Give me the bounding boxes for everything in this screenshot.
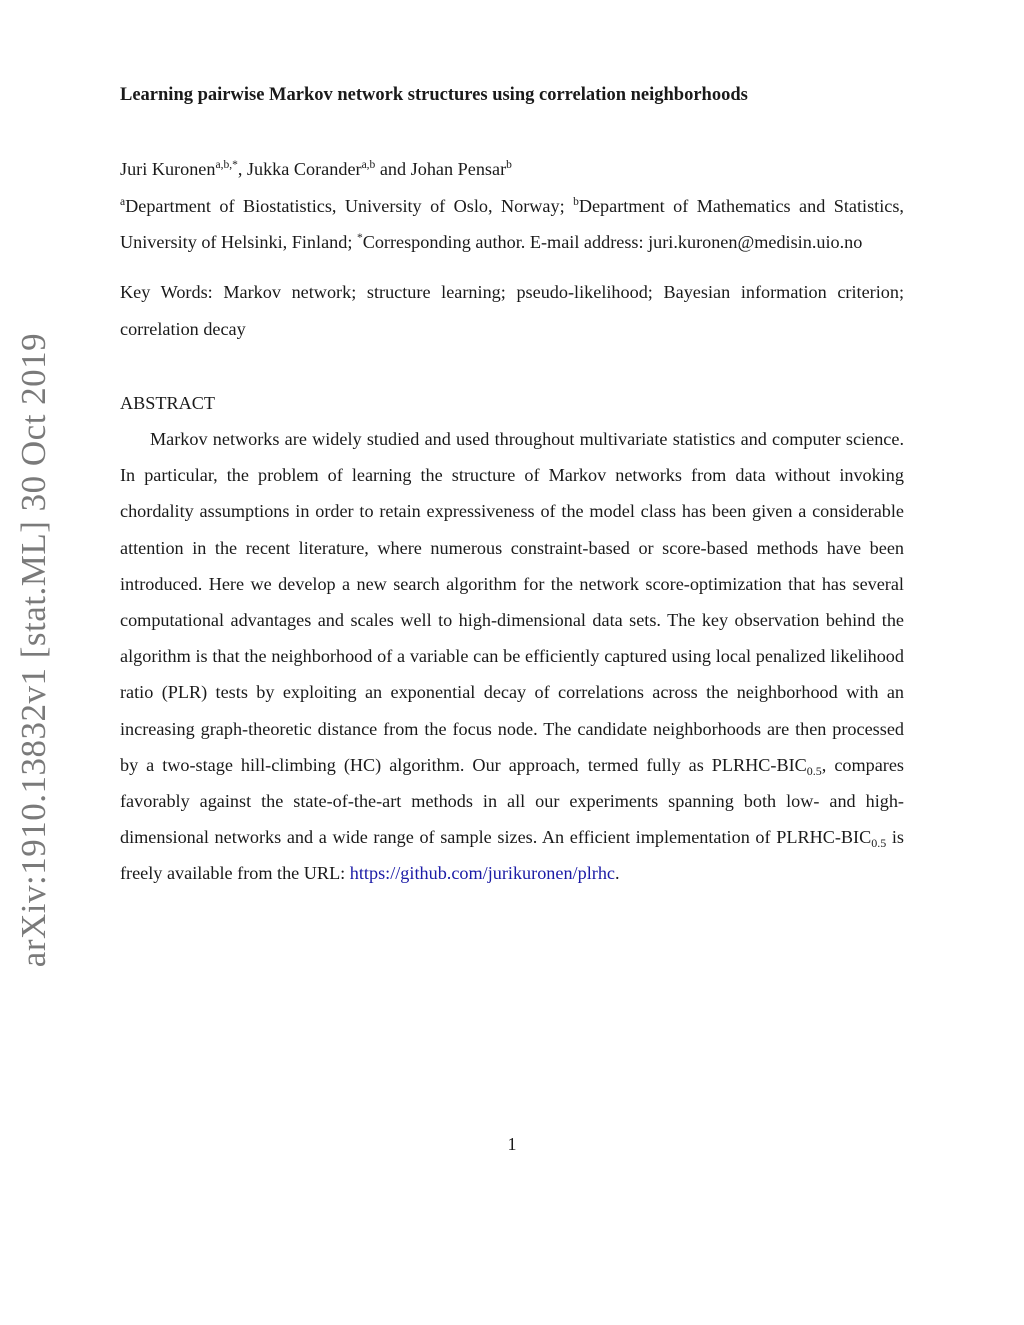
author-affiliation-mark: a,b,* <box>215 159 238 171</box>
github-link[interactable]: https://github.com/jurikuronen/plrhc <box>349 863 615 884</box>
affiliation-a: Department of Biostatistics, University of Oslo, Norway; <box>125 196 574 216</box>
author-list <box>120 152 904 186</box>
affiliations <box>120 188 904 260</box>
paper-page <box>120 78 904 892</box>
abstract-text: Markov networks are widely studied and used throughout multivariate statistics and computer science. In particular, the problem of learning the structure of Markov networks from data without invoking chordality assumptions in order to retain expressiveness of the model class has been given a considerable attention in the recent literature, where numerous constraint-based or score-based methods have been introduced. Here we develop a new search algorithm for the network score-optimization that has several computational advantages and scales well to high-dimensional data sets. The key observation behind the algorithm is that the neighborhood of a variable can be efficiently captured using local penalized likelihood ratio (PLR) tests by exploiting an exponential decay of correlations across the neighborhood with an increasing graph-theoretic distance from the focus node. The candidate neighborhoods are then processed by a two-stage hill-climbing (HC) algorithm. Our approach, termed fully as <box>120 429 904 775</box>
author-affiliation-mark: b <box>506 159 512 171</box>
page-number: 1 <box>507 1134 517 1154</box>
abstract-end: . <box>614 863 620 884</box>
affiliation-b: Department of Mathematics and Statistics, University of Helsinki, Finland; <box>120 196 904 253</box>
arxiv-stamp: arXiv:1910.13832v1 [stat.ML] 30 Oct 2019 <box>14 332 53 968</box>
method-subscript: 0.5 <box>806 763 822 778</box>
abstract-text: is freely available from the URL: <box>120 827 904 884</box>
author-separator: and <box>375 159 411 179</box>
abstract-body <box>120 421 904 892</box>
abstract-text: , compares favorably against the state-of-the-art methods in all our experiments spanning both low- and high-dimensional networks and a wide range of sample sizes. An efficient implementation of <box>120 754 905 848</box>
affiliation-mark-b: b <box>573 196 579 208</box>
author-name: Johan Pensar <box>410 159 507 179</box>
corresponding-author: Corresponding author. E-mail address: juri.kuronen@medisin.uio.no <box>362 232 863 253</box>
abstract-heading: ABSTRACT <box>120 392 215 413</box>
affiliation-mark-a: a <box>120 196 126 208</box>
method-subscript: 0.5 <box>871 836 887 851</box>
author-affiliation-mark: a,b <box>361 159 376 171</box>
method-name: PLRHC-BIC <box>711 754 807 775</box>
paper-title: Learning pairwise Markov network structures using correlation neighborhoods <box>120 85 748 105</box>
author-name: Jukka Corander <box>246 159 362 179</box>
method-name: PLRHC-BIC <box>776 827 872 848</box>
author-separator: , <box>237 159 247 179</box>
corresponding-mark: * <box>356 232 363 245</box>
author-name: Juri Kuronen <box>120 159 216 179</box>
keywords: Key Words: Markov network; structure learning; pseudo-likelihood; Bayesian information criterion; correlation decay <box>120 282 904 339</box>
